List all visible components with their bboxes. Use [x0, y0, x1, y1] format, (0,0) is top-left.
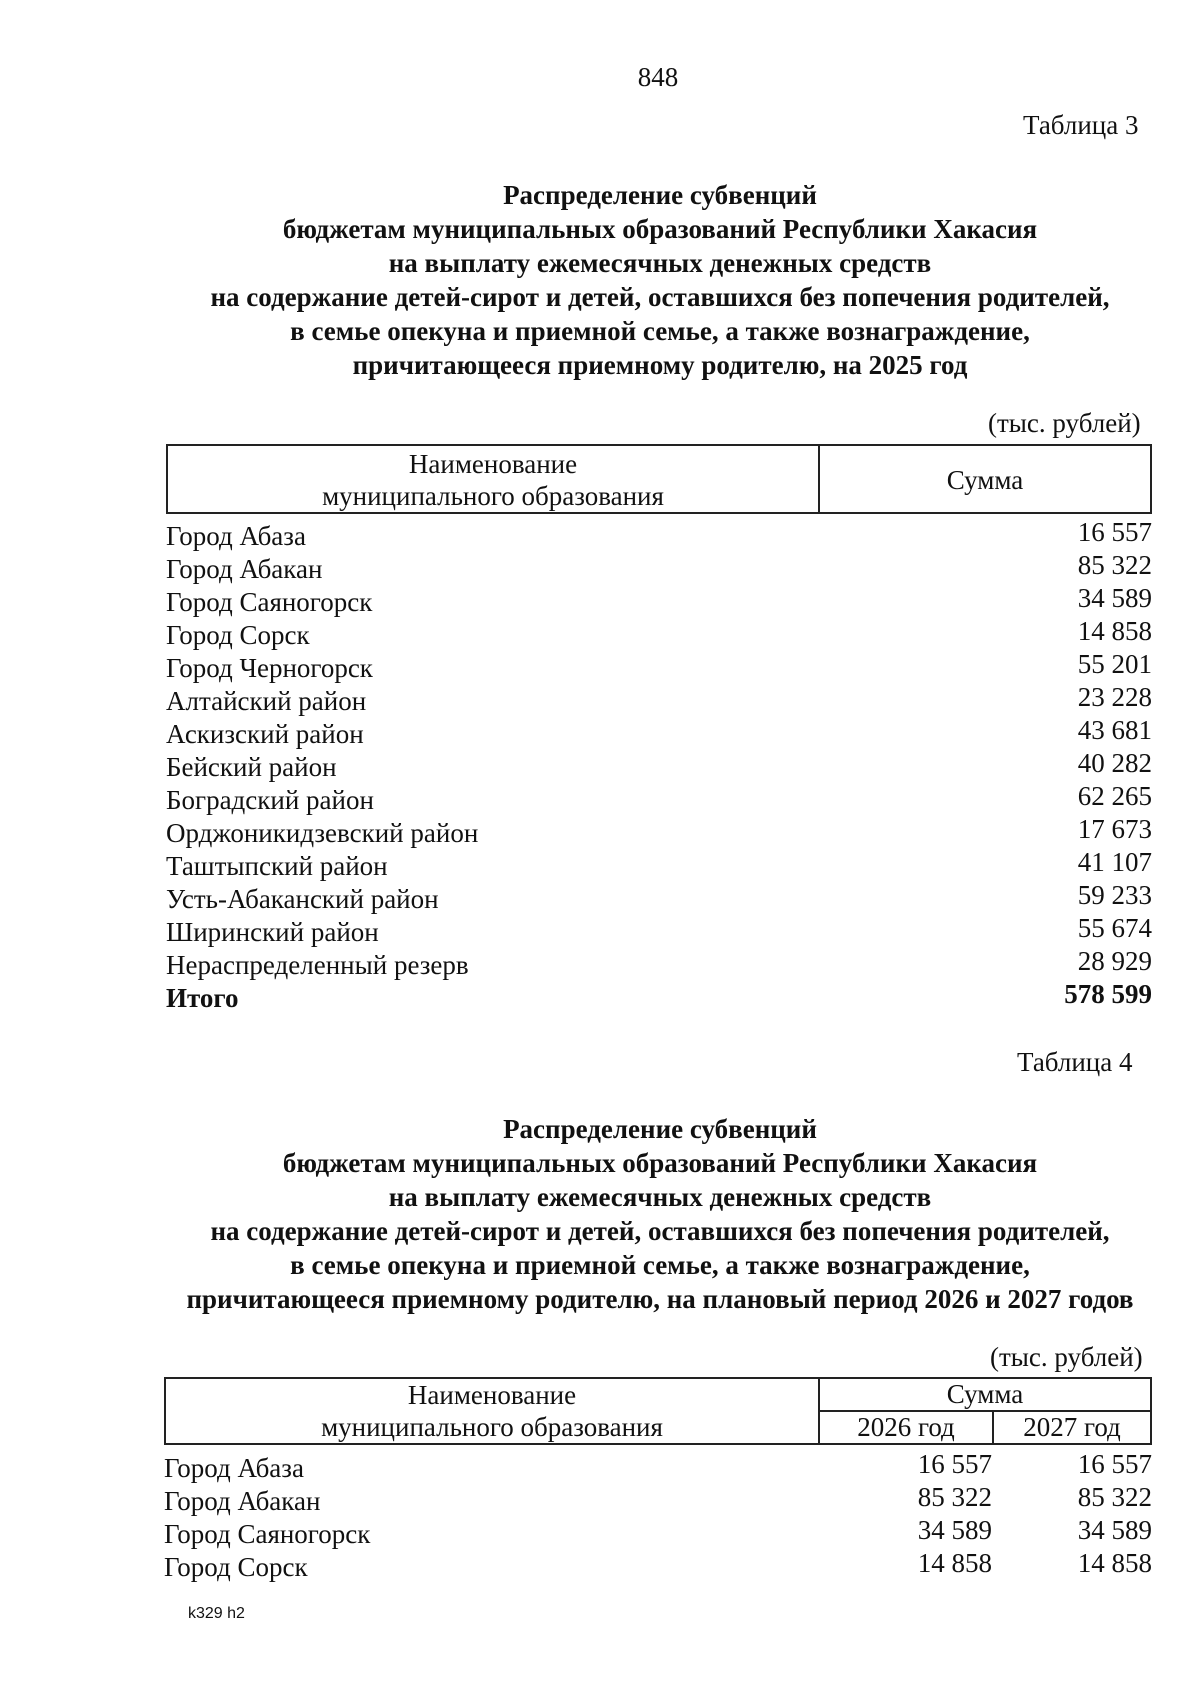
- row-value: 55 201: [1077, 649, 1152, 679]
- table4-header-year-2027: 2027 год: [1023, 1412, 1121, 1442]
- row-name: Алтайский район: [166, 686, 367, 716]
- header-name-line2: муниципального образования: [322, 481, 664, 511]
- table3-header-name: [168, 448, 818, 512]
- table-row: [164, 1449, 1152, 1485]
- table4-title-line: причитающееся приемному родителю, на плановый период 2026 и 2027 годов: [186, 1284, 1134, 1314]
- row-name: Боградский район: [166, 785, 374, 815]
- table3-title-line: на содержание детей-сирот и детей, оставшихся без попечения родителей,: [210, 282, 1110, 312]
- table4-title-line: Распределение субвенций: [503, 1114, 817, 1144]
- row-value: 16 557: [1077, 517, 1152, 547]
- header-name-line1: Наименование: [408, 449, 578, 479]
- row-name: Город Абакан: [166, 554, 323, 584]
- row-value-2027: 14 858: [1077, 1548, 1152, 1578]
- table-row: [166, 814, 1152, 850]
- row-name: Ширинский район: [166, 917, 379, 947]
- row-value: 28 929: [1077, 946, 1152, 976]
- table3-body: [166, 517, 1152, 1015]
- row-value: 43 681: [1077, 715, 1152, 745]
- table3-label: Таблица 3: [1023, 110, 1139, 140]
- row-value: 55 674: [1077, 913, 1152, 943]
- row-value: 40 282: [1077, 748, 1152, 778]
- row-name: Город Абаза: [166, 521, 306, 551]
- footer-code: k329 h2: [188, 1605, 245, 1622]
- table-row: [164, 1548, 1152, 1584]
- row-value-2026: 16 557: [917, 1449, 992, 1479]
- row-value: 34 589: [1077, 583, 1152, 613]
- table-row: [166, 715, 1152, 751]
- table-row: [166, 946, 1152, 982]
- table3-header: [166, 444, 1152, 514]
- table4-label: Таблица 4: [1017, 1047, 1133, 1077]
- table3-units: (тыс. рублей): [988, 408, 1141, 438]
- table4-title-line: на содержание детей-сирот и детей, оставшихся без попечения родителей,: [210, 1216, 1110, 1246]
- row-name: Бейский район: [166, 752, 337, 782]
- row-value-2027: 85 322: [1077, 1482, 1152, 1512]
- header-name-line2: муниципального образования: [321, 1412, 663, 1442]
- table3-title-line: Распределение субвенций: [503, 180, 817, 210]
- table-row: [166, 550, 1152, 586]
- table-row: [164, 1482, 1152, 1518]
- table-row: [166, 847, 1152, 883]
- table4-title-line: бюджетам муниципальных образований Республики Хакасия: [282, 1148, 1038, 1178]
- total-row: [166, 979, 1152, 1015]
- row-value: 17 673: [1077, 814, 1152, 844]
- row-value-2026: 34 589: [917, 1515, 992, 1545]
- table4-header-sum: Сумма: [946, 1379, 1024, 1409]
- total-value: 578 599: [1064, 979, 1152, 1009]
- row-name: Аскизский район: [166, 719, 364, 749]
- header-name-line1: Наименование: [407, 1380, 577, 1410]
- row-value-2026: 14 858: [917, 1548, 992, 1578]
- table3-title-line: причитающееся приемному родителю, на 2025 год: [352, 350, 968, 380]
- table-row: [166, 649, 1152, 685]
- table3-title-line: на выплату ежемесячных денежных средств: [388, 248, 932, 278]
- row-value-2027: 34 589: [1077, 1515, 1152, 1545]
- table4-title-line: в семье опекуна и приемной семье, а также вознаграждение,: [290, 1250, 1030, 1280]
- table-row: [164, 1515, 1152, 1551]
- table3-header-sum: Сумма: [946, 465, 1024, 495]
- table3-title: [0, 178, 1200, 382]
- table-row: [166, 913, 1152, 949]
- row-value: 85 322: [1077, 550, 1152, 580]
- row-name: Нераспределенный резерв: [166, 950, 469, 980]
- table4-header-year-2026: 2026 год: [857, 1412, 955, 1442]
- row-value-2026: 85 322: [917, 1482, 992, 1512]
- table-row: [166, 517, 1152, 553]
- row-value: 14 858: [1077, 616, 1152, 646]
- row-name: Таштыпский район: [166, 851, 388, 881]
- table4-header-name: [166, 1379, 818, 1443]
- row-value: 59 233: [1077, 880, 1152, 910]
- row-name: Город Черногорск: [166, 653, 373, 683]
- table-row: [166, 781, 1152, 817]
- row-name: Город Абаза: [164, 1453, 304, 1483]
- table-row: [166, 682, 1152, 718]
- table-row: [166, 748, 1152, 784]
- row-value-2027: 16 557: [1077, 1449, 1152, 1479]
- table3-title-line: в семье опекуна и приемной семье, а также вознаграждение,: [290, 316, 1030, 346]
- table4-units: (тыс. рублей): [990, 1342, 1143, 1372]
- page-number: 848: [637, 62, 679, 92]
- row-name: Город Сорск: [166, 620, 310, 650]
- row-name: Усть-Абаканский район: [166, 884, 439, 914]
- total-label: Итого: [166, 983, 239, 1013]
- row-name: Город Сорск: [164, 1552, 308, 1582]
- table4-header: [164, 1377, 1152, 1445]
- table4-body: [164, 1449, 1152, 1584]
- table-row: [166, 616, 1152, 652]
- table-row: [166, 880, 1152, 916]
- table4-title: [0, 1112, 1200, 1316]
- row-value: 23 228: [1077, 682, 1152, 712]
- row-value: 62 265: [1077, 781, 1152, 811]
- row-name: Город Саяногорск: [164, 1519, 371, 1549]
- row-value: 41 107: [1077, 847, 1152, 877]
- row-name: Орджоникидзевский район: [166, 818, 479, 848]
- table-row: [166, 583, 1152, 619]
- row-name: Город Абакан: [164, 1486, 321, 1516]
- table3-title-line: бюджетам муниципальных образований Республики Хакасия: [282, 214, 1038, 244]
- table4-title-line: на выплату ежемесячных денежных средств: [388, 1182, 932, 1212]
- row-name: Город Саяногорск: [166, 587, 373, 617]
